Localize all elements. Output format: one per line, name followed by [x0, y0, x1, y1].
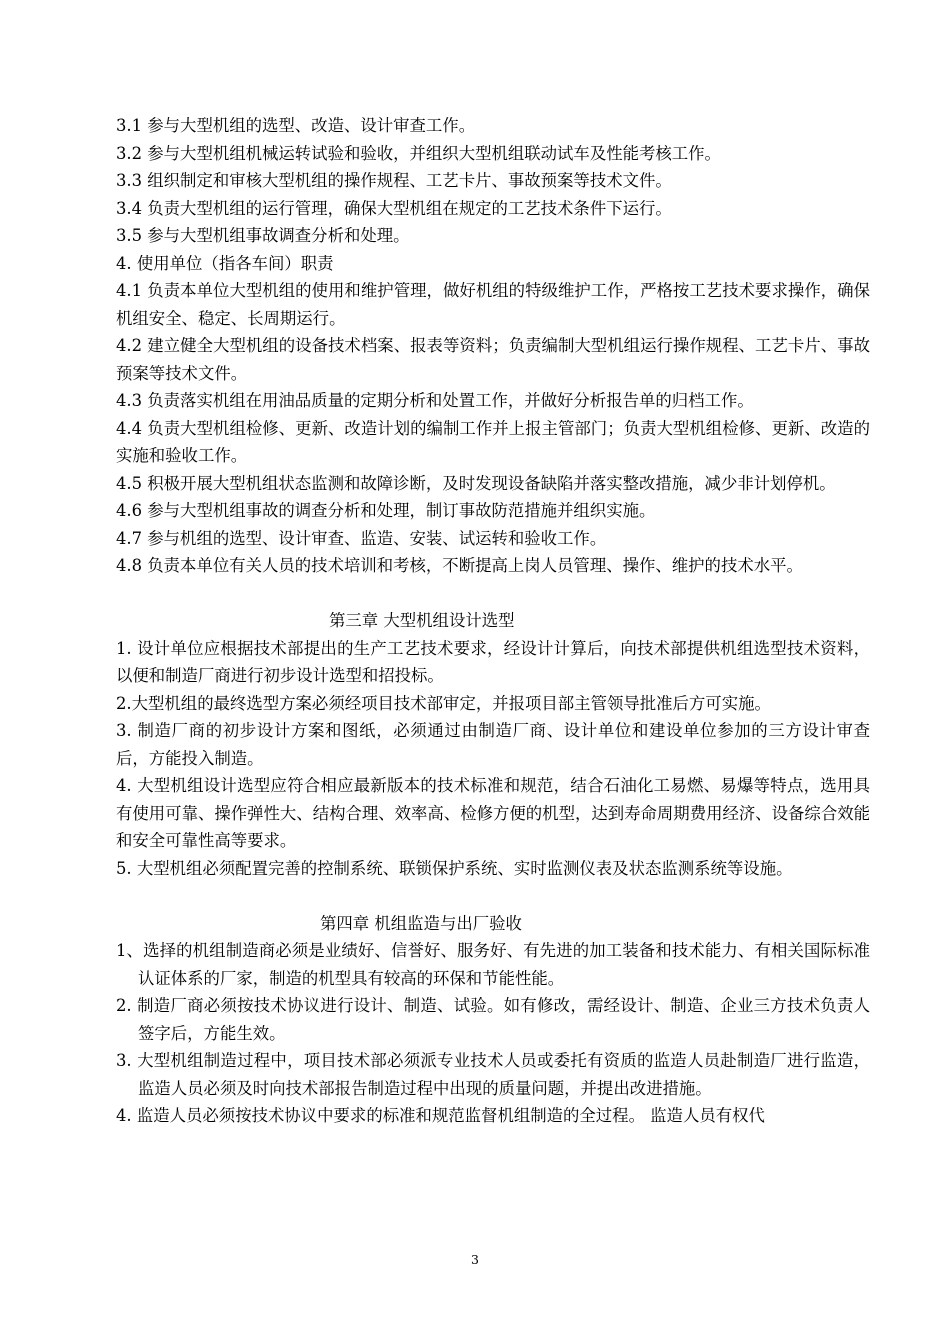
- chapter-4-item-3: 3. 大型机组制造过程中，项目技术部必须派专业技术人员或委托有资质的监造人员赴制造厂进行监造，监造人员必须及时向技术部报告制造过程中出现的质量问题，并提出改进措施。: [116, 1051, 870, 1098]
- chapter-3-item-1: 1. 设计单位应根据技术部提出的生产工艺技术要求，经设计计算后，向技术部提供机组选型技术资料，以便和制造厂商进行初步设计选型和招投标。: [116, 638, 870, 685]
- chapter-3-item-4: 4. 大型机组设计选型应符合相应最新版本的技术标准和规范，结合石油化工易燃、易爆等特点，选用具有使用可靠、操作弹性大、结构合理、效率高、检修方便的机型，达到寿命周期费用经济、设备综合效能和安全可靠性高等要求。: [116, 776, 870, 850]
- clause-4-6: 4.6 参与大型机组事故的调查分析和处理，制订事故防范措施并组织实施。: [116, 501, 656, 520]
- chapter-3-item-5: 5. 大型机组必须配置完善的控制系统、联锁保护系统、实时监测仪表及状态监测系统等设施。: [116, 858, 793, 878]
- clause-3-1: 3.1 参与大型机组的选型、改造、设计审查工作。: [116, 116, 476, 135]
- clause-4-4: 4.4 负责大型机组检修、更新、改造计划的编制工作并上报主管部门；负责大型机组检修、更新、改造的实施和验收工作。: [116, 418, 870, 465]
- chapter-4-item-2: 2. 制造厂商必须按技术协议进行设计、制造、试验。如有修改，需经设计、制造、企业三方技术负责人签字后，方能生效。: [116, 996, 870, 1043]
- clause-4-8: 4.8 负责本单位有关人员的技术培训和考核，不断提高上岗人员管理、操作、维护的技术水平。: [116, 556, 803, 575]
- chapter-3-title: 第三章 大型机组设计选型: [329, 611, 515, 630]
- section-spacer: [116, 580, 870, 608]
- section-4-heading: 4. 使用单位（指各车间）职责: [116, 253, 334, 273]
- page-number: 3: [471, 1252, 479, 1267]
- clause-3-4: 3.4 负责大型机组的运行管理，确保大型机组在规定的工艺技术条件下运行。: [116, 198, 672, 218]
- clause-4-5: 4.5 积极开展大型机组状态监测和故障诊断，及时发现设备缺陷并落实整改措施，减少非计划停机。: [116, 473, 836, 493]
- clause-4-7: 4.7 参与机组的选型、设计审查、监造、安装、试运转和验收工作。: [116, 528, 607, 548]
- clause-4-1: 4.1 负责本单位大型机组的使用和维护管理，做好机组的特级维护工作，严格按工艺技术要求操作，确保机组安全、稳定、长周期运行。: [116, 281, 870, 328]
- chapter-4-title: 第四章 机组监造与出厂验收: [320, 913, 522, 933]
- chapter-3-item-3: 3. 制造厂商的初步设计方案和图纸，必须通过由制造厂商、设计单位和建设单位参加的三方设计审查后，方能投入制造。: [116, 721, 870, 768]
- section-spacer: [116, 882, 870, 910]
- chapter-3-item-2: 2.大型机组的最终选型方案必须经项目技术部审定，并报项目部主管领导批准后方可实施。: [116, 693, 771, 713]
- chapter-4-item-1: 1、选择的机组制造商必须是业绩好、信誉好、服务好、有先进的加工装备和技术能力、有相关国际标准认证体系的厂家，制造的机型具有较高的环保和节能性能。: [116, 941, 870, 988]
- clause-3-5: 3.5 参与大型机组事故调查分析和处理。: [116, 226, 410, 245]
- clause-4-3: 4.3 负责落实机组在用油品质量的定期分析和处置工作，并做好分析报告单的归档工作。: [116, 391, 754, 410]
- document-body: [116, 112, 870, 1130]
- clause-3-2: 3.2 参与大型机组机械运转试验和验收，并组织大型机组联动试车及性能考核工作。: [116, 143, 721, 163]
- clause-3-3: 3.3 组织制定和审核大型机组的操作规程、工艺卡片、事故预案等技术文件。: [116, 171, 672, 190]
- chapter-4-item-4: 4. 监造人员必须按技术协议中要求的标准和规范监督机组制造的全过程。 监造人员有权代: [116, 1106, 765, 1125]
- clause-4-2: 4.2 建立健全大型机组的设备技术档案、报表等资料；负责编制大型机组运行操作规程、工艺卡片、事故预案等技术文件。: [116, 336, 870, 383]
